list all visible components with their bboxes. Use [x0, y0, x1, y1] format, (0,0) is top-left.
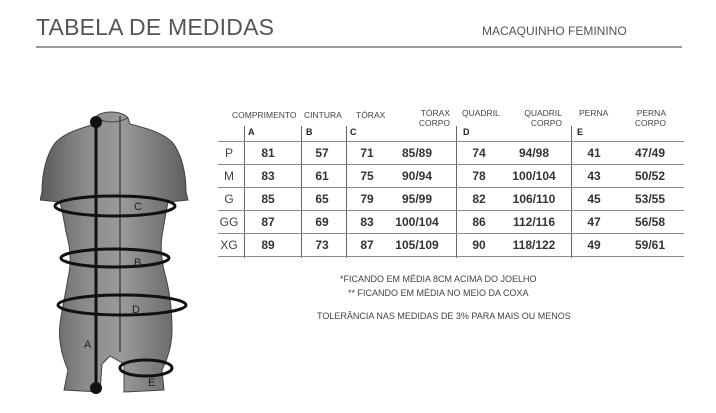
cell-torax-corpo: 95/99 — [401, 192, 433, 206]
size-table — [218, 142, 684, 257]
table-row-g — [218, 188, 684, 211]
table-row-m — [218, 165, 684, 188]
size-label: P — [224, 146, 233, 160]
cell-perna: 41 — [587, 146, 601, 160]
column-header-perna-corpo: PERNA CORPO — [634, 108, 666, 128]
cell-comprimento: 85 — [261, 192, 275, 206]
column-letter-d: D — [463, 127, 470, 137]
cell-cintura: 65 — [315, 192, 329, 206]
cell-perna-corpo: 53/55 — [634, 192, 666, 206]
column-header-quadril-corpo: QUADRIL CORPO — [524, 108, 562, 128]
column-letter-e: E — [577, 127, 584, 137]
cell-torax-corpo: 90/94 — [401, 169, 433, 183]
figure-label-a: A — [84, 339, 92, 351]
cell-cintura: 69 — [315, 215, 329, 229]
tolerance-note: TOLERÂNCIA NAS MEDIDAS DE 3% PARA MAIS OU MENOS — [317, 311, 571, 321]
size-label: XG — [220, 238, 238, 252]
cell-torax: 87 — [360, 238, 374, 252]
column-header-comprimento: COMPRIMENTO — [232, 110, 297, 120]
cell-quadril-corpo: 94/98 — [518, 146, 550, 160]
cell-perna: 47 — [587, 215, 601, 229]
cell-quadril-corpo: 106/110 — [512, 192, 556, 206]
cell-quadril-corpo: 118/122 — [512, 238, 556, 252]
cell-quadril: 78 — [472, 169, 486, 183]
cell-cintura: 61 — [315, 169, 329, 183]
cell-torax-corpo: 105/109 — [395, 238, 439, 252]
cell-torax: 75 — [360, 169, 374, 183]
cell-quadril: 82 — [472, 192, 486, 206]
size-label: M — [224, 169, 234, 183]
size-label: GG — [219, 215, 239, 229]
cell-perna-corpo: 50/52 — [634, 169, 666, 183]
cell-cintura: 57 — [315, 146, 329, 160]
length-bottom-marker — [90, 382, 102, 394]
cell-quadril: 86 — [472, 215, 486, 229]
cell-quadril: 74 — [472, 146, 486, 160]
table-row-p — [218, 142, 684, 165]
cell-perna: 49 — [587, 238, 601, 252]
cell-torax: 71 — [360, 146, 374, 160]
cell-torax-corpo: 85/89 — [401, 146, 433, 160]
figure-label-d: D — [132, 304, 140, 316]
cell-perna-corpo: 59/61 — [634, 238, 666, 252]
page-title: TABELA DE MEDIDAS — [36, 14, 275, 40]
cell-torax: 79 — [360, 192, 374, 206]
cell-torax: 83 — [360, 215, 374, 229]
table-row-gg — [218, 211, 684, 234]
figure-label-b: B — [134, 257, 142, 269]
size-label: G — [224, 192, 234, 206]
mannequin-body — [40, 112, 188, 392]
cell-quadril: 90 — [472, 238, 486, 252]
product-name: MACAQUINHO FEMININO — [482, 24, 627, 38]
column-header-torax: TÓRAX — [356, 110, 386, 120]
column-letter-a: A — [248, 127, 255, 137]
footnote-length: *FICANDO EM MÉDIA 8CM ACIMA DO JOELHO — [340, 274, 537, 284]
table-row-xg — [218, 234, 684, 257]
mannequin-illustration — [40, 108, 210, 408]
cell-perna-corpo: 47/49 — [634, 146, 666, 160]
column-header-perna: PERNA — [579, 108, 609, 118]
cell-perna: 43 — [587, 169, 601, 183]
cell-perna-corpo: 56/58 — [634, 215, 666, 229]
length-top-marker — [90, 116, 102, 128]
cell-comprimento: 83 — [261, 169, 275, 183]
column-header-quadril: QUADRIL — [462, 108, 500, 118]
figure-label-e: E — [148, 377, 156, 389]
cell-quadril-corpo: 100/104 — [512, 169, 556, 183]
cell-comprimento: 87 — [261, 215, 275, 229]
cell-quadril-corpo: 112/116 — [512, 215, 556, 229]
cell-perna: 45 — [587, 192, 601, 206]
column-letter-b: B — [306, 127, 313, 137]
header-divider — [36, 46, 682, 48]
column-header-torax-corpo: TÓRAX CORPO — [418, 108, 450, 128]
cell-comprimento: 81 — [261, 146, 275, 160]
column-header-cintura: CINTURA — [304, 110, 342, 120]
cell-torax-corpo: 100/104 — [395, 215, 439, 229]
cell-comprimento: 89 — [261, 238, 275, 252]
cell-cintura: 73 — [315, 238, 329, 252]
column-letter-c: C — [350, 127, 357, 137]
figure-label-c: C — [134, 201, 142, 213]
footnote-leg: ** FICANDO EM MÉDIA NO MEIO DA COXA — [348, 288, 529, 298]
